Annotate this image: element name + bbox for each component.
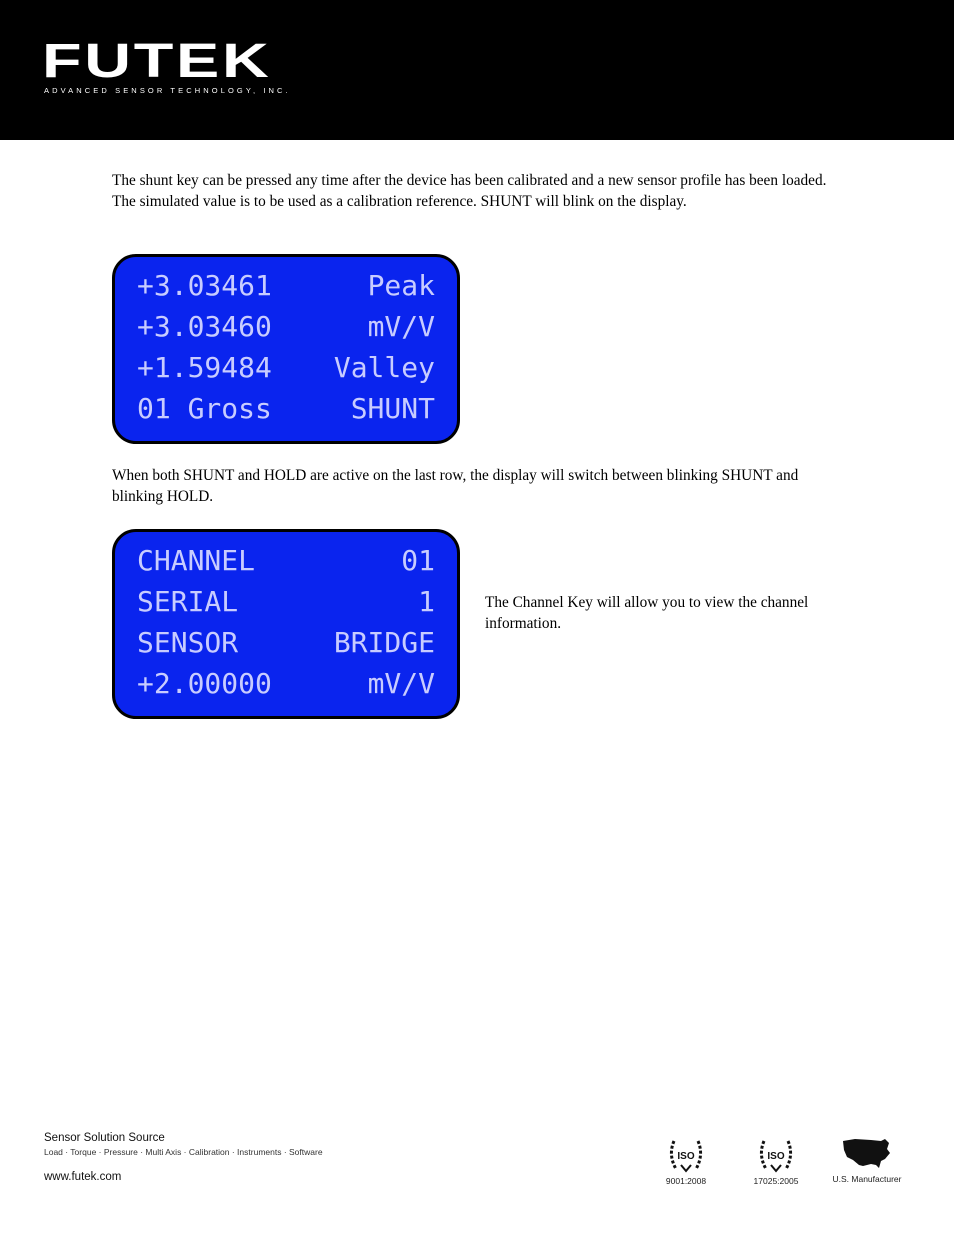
lcd-row — [137, 390, 435, 428]
lcd-row-label: mV/V — [367, 310, 435, 343]
lcd-row — [137, 349, 435, 387]
footer-url-link[interactable]: www.futek.com — [44, 1171, 122, 1183]
badge-caption: 17025:2005 — [753, 1176, 799, 1186]
lcd-row — [137, 267, 435, 305]
lcd-row-value: SENSOR — [137, 626, 239, 659]
lcd-row-value: +3.03460 — [137, 310, 272, 343]
footer-subtitle: Load · Torque · Pressure · Multi Axis · Calibration · Instruments · Software — [44, 1147, 323, 1157]
badge-caption: U.S. Manufacturer — [832, 1174, 902, 1184]
usa-map-icon — [841, 1135, 893, 1173]
iso-9001-badge — [651, 1135, 721, 1186]
iso-17025-badge — [741, 1135, 811, 1186]
lcd-row-label: Valley — [333, 351, 435, 384]
iso-laurel-icon — [666, 1135, 706, 1175]
lcd-row-label: 1 — [418, 585, 435, 618]
lcd-display-channel — [112, 529, 460, 719]
badge-caption: 9001:2008 — [665, 1176, 707, 1186]
shunt-description: The shunt key can be pressed any time after the device has been calibrated and a new sensor profile has been loaded. The simulated value is to be used as a calibration reference. SHUNT will blink on the display. — [112, 172, 827, 210]
us-manufacturer-badge — [822, 1135, 912, 1184]
lcd-row-label: Peak — [367, 269, 435, 302]
lcd-row — [137, 583, 435, 621]
iso-label: ISO — [677, 1151, 695, 1162]
shunt-hold-description: When both SHUNT and HOLD are active on the last row, the display will switch between blinking SHUNT and blinking HOLD. — [112, 467, 799, 505]
channel-description: The Channel Key will allow you to view the channel information. — [485, 594, 809, 632]
lcd-row-label: 01 — [401, 544, 435, 577]
lcd-row — [137, 308, 435, 346]
lcd-row — [137, 542, 435, 580]
lcd-row-value: +2.00000 — [137, 667, 272, 700]
lcd-row-value: 01 Gross — [137, 392, 272, 425]
iso-label: ISO — [767, 1151, 785, 1162]
lcd-row-label: mV/V — [367, 667, 435, 700]
lcd-row-label: BRIDGE — [333, 626, 435, 659]
lcd-row-value: +1.59484 — [137, 351, 272, 384]
lcd-row-value: +3.03461 — [137, 269, 272, 302]
iso-laurel-icon — [756, 1135, 796, 1175]
logo-tagline: ADVANCED SENSOR TECHNOLOGY, INC. — [44, 86, 291, 95]
lcd-row-label: SHUNT — [350, 392, 435, 425]
futek-logo: FUTEK — [42, 35, 272, 88]
lcd-display-shunt — [112, 254, 460, 444]
lcd-row — [137, 665, 435, 703]
lcd-row-value: CHANNEL — [137, 544, 256, 577]
lcd-row-value: SERIAL — [137, 585, 239, 618]
page-header — [0, 0, 954, 140]
lcd-row — [137, 624, 435, 662]
footer-title: Sensor Solution Source — [44, 1132, 165, 1144]
